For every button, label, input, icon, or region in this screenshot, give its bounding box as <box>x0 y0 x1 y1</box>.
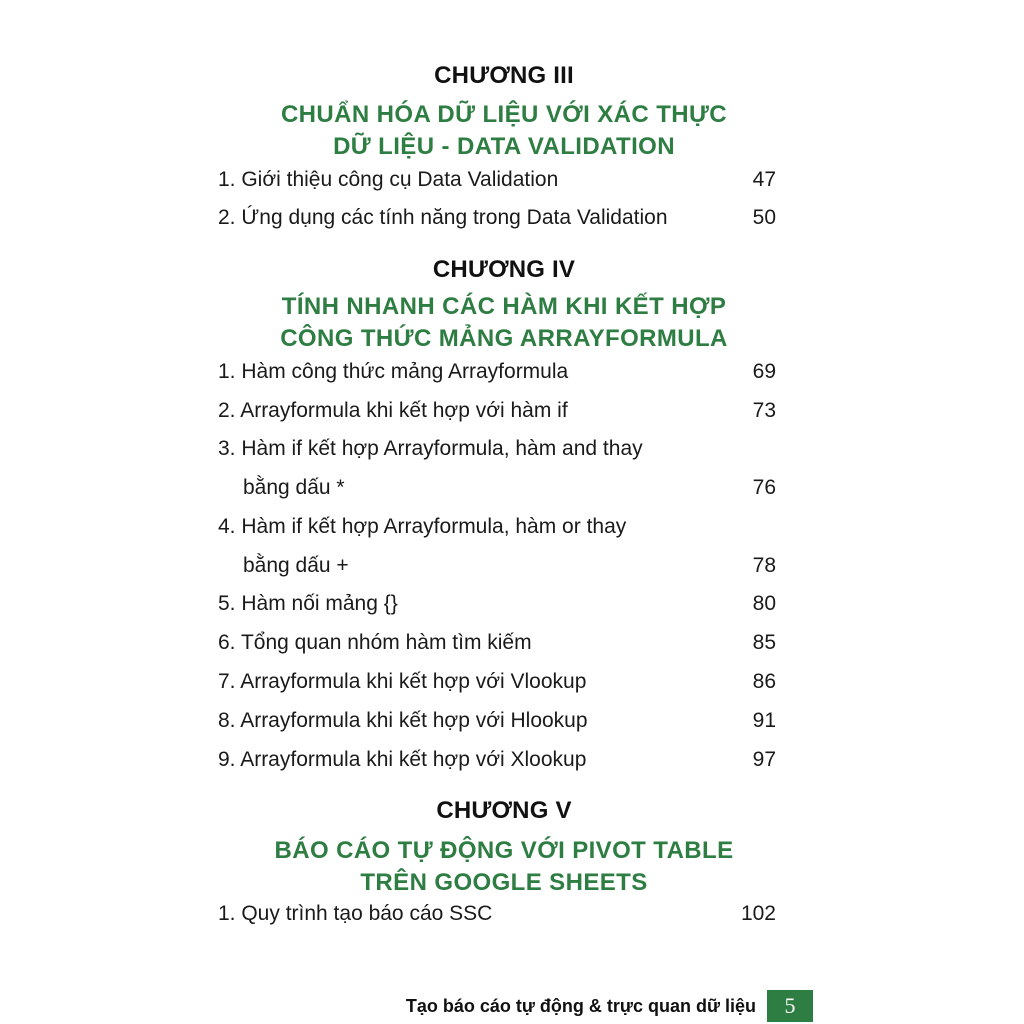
toc-entry-page: 97 <box>752 748 776 771</box>
toc-entry-text: 3. Hàm if kết hợp Arrayformula, hàm and thay <box>218 437 643 460</box>
toc-entry-page: 86 <box>752 670 776 693</box>
toc-entry-page: 80 <box>752 592 776 615</box>
toc-entry <box>218 745 776 775</box>
toc-entry-text-continued: bằng dấu * <box>243 476 345 499</box>
toc-entry <box>218 512 776 542</box>
chapter-4-title <box>0 291 1008 355</box>
toc-entry-text: 1. Giới thiệu công cụ Data Validation <box>218 168 559 191</box>
toc-entry-text: 1. Quy trình tạo báo cáo SSC <box>218 902 493 925</box>
chapter-3-title <box>0 99 1008 163</box>
toc-entry-page: 102 <box>740 902 776 925</box>
toc-entry-page: 47 <box>752 168 776 191</box>
chapter-3-title-line-1: CHUẨN HÓA DỮ LIỆU VỚI XÁC THỰC <box>280 101 728 128</box>
toc-entry-continuation <box>218 473 776 503</box>
toc-entry-text: 9. Arrayformula khi kết hợp với Xlookup <box>218 748 587 771</box>
toc-entry-text: 2. Arrayformula khi kết hợp với hàm if <box>218 399 568 422</box>
footer-book-title: Tạo báo cáo tự động & trực quan dữ liệu <box>405 996 756 1016</box>
toc-entry <box>218 203 776 233</box>
toc-entry-page: 76 <box>752 476 776 499</box>
toc-entry <box>218 667 776 697</box>
toc-entry-page: 50 <box>752 206 776 229</box>
toc-entry <box>218 628 776 658</box>
chapter-5-label: CHƯƠNG V <box>436 797 572 824</box>
chapter-5-title <box>0 835 1008 899</box>
chapter-4-title-line-2: CÔNG THỨC MẢNG ARRAYFORMULA <box>280 325 728 352</box>
toc-entry-text: 2. Ứng dụng các tính năng trong Data Validation <box>218 206 668 229</box>
footer-page-number: 5 <box>767 990 813 1022</box>
toc-entry-page: 78 <box>752 554 776 577</box>
toc-entry-text-continued: bằng dấu + <box>243 554 349 577</box>
chapter-4-title-line-1: TÍNH NHANH CÁC HÀM KHI KẾT HỢP <box>281 293 727 320</box>
toc-entry <box>218 396 776 426</box>
chapter-4-label: CHƯƠNG IV <box>432 256 576 283</box>
toc-entry <box>218 357 776 387</box>
chapter-5-title-line-1: BÁO CÁO TỰ ĐỘNG VỚI PIVOT TABLE <box>274 837 734 864</box>
toc-entry <box>218 434 776 464</box>
toc-entry <box>218 165 776 195</box>
toc-entry-text: 4. Hàm if kết hợp Arrayformula, hàm or thay <box>218 515 627 538</box>
toc-entry-page: 73 <box>752 399 776 422</box>
toc-entry-page: 69 <box>752 360 776 383</box>
chapter-5-title-line-2: TRÊN GOOGLE SHEETS <box>360 869 648 896</box>
chapter-3-title-line-2: DỮ LIỆU - DATA VALIDATION <box>333 133 675 160</box>
chapter-3-label: CHƯƠNG III <box>434 62 574 89</box>
toc-entry <box>218 706 776 736</box>
toc-entry <box>218 899 776 929</box>
toc-entry-page: 91 <box>752 709 776 732</box>
toc-entry-continuation <box>218 551 776 581</box>
toc-entry-page: 85 <box>752 631 776 654</box>
toc-entry-text: 7. Arrayformula khi kết hợp với Vlookup <box>218 670 587 693</box>
toc-entry <box>218 589 776 619</box>
toc-entry-text: 5. Hàm nối mảng {} <box>218 592 398 615</box>
toc-entry-text: 6. Tổng quan nhóm hàm tìm kiếm <box>218 631 532 654</box>
toc-entry-text: 8. Arrayformula khi kết hợp với Hlookup <box>218 709 588 732</box>
toc-entry-text: 1. Hàm công thức mảng Arrayformula <box>218 360 569 383</box>
